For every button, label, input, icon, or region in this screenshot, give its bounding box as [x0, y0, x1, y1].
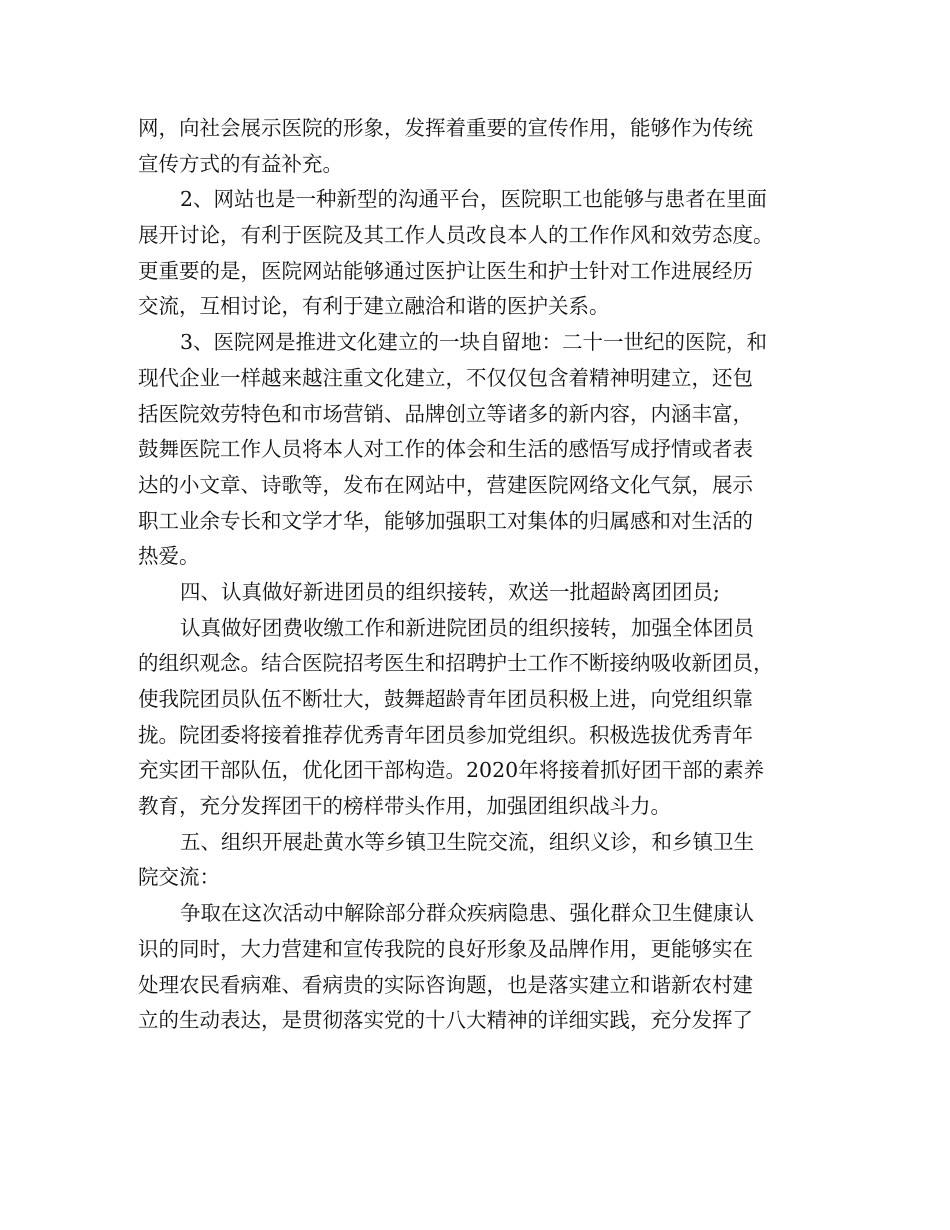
- text-line: 展开讨论，有利于医院及其工作人员改良本人的工作作风和效劳态度。: [138, 223, 774, 248]
- text-line: 达的小文章、诗歌等，发布在网站中，营建医院网络文化气氛，展示: [138, 472, 753, 497]
- text-line: 争取在这次活动中解除部分群众疾病隐患、强化群众卫生健康认: [180, 901, 754, 926]
- text-line: 网，向社会展示医院的形象，发挥着重要的宣传作用，能够作为传统: [138, 116, 753, 140]
- text-line: 认真做好团费收缴工作和新进院团员的组织接转，加强全体团员: [180, 615, 754, 640]
- text-line: 识的同时，大力营建和宣传我院的良好形象及品牌作用，更能够实在: [138, 936, 753, 961]
- text-line: 2、网站也是一种新型的沟通平台，医院职工也能够与患者在里面: [180, 187, 768, 212]
- text-line: 热爱。: [138, 544, 200, 569]
- text-line: 括医院效劳特色和市场营销、品牌创立等诸多的新内容，内涵丰富，: [138, 401, 753, 426]
- text-line: 宣传方式的有益补充。: [138, 151, 343, 176]
- text-line: 四、认真做好新进团员的组织接转，欢送一批超龄离团团员;: [180, 579, 720, 604]
- text-line: 更重要的是，医院网站能够通过医护让医生和护士针对工作进展经历: [138, 258, 753, 283]
- text-line: 院交流：: [138, 865, 220, 890]
- text-line: 充实团干部队伍，优化团干部构造。2020年将接着抓好团干部的素养: [138, 758, 765, 783]
- text-line: 教育，充分发挥团干的榜样带头作用，加强团组织战斗力。: [138, 794, 671, 819]
- text-line: 3、医院网是推进文化建立的一块自留地：二十一世纪的医院，和: [180, 330, 768, 355]
- text-line: 处理农民看病难、看病贵的实际咨询题，也是落实建立和谐新农村建: [138, 972, 753, 997]
- text-line: 使我院团员队伍不断壮大，鼓舞超龄青年团员积极上进，向党组织靠: [138, 687, 753, 711]
- text-line: 立的生动表达，是贯彻落实党的十八大精神的详细实践，充分发挥了: [138, 1008, 753, 1033]
- text-line: 职工业余专长和文学才华，能够加强职工对集体的归属感和对生活的: [138, 508, 753, 533]
- text-line: 拢。院团委将接着推荐优秀青年团员参加党组织。积极选拔优秀青年: [138, 722, 753, 747]
- text-line: 现代企业一样越来越注重文化建立，不仅仅包含着精神明建立，还包: [138, 365, 753, 390]
- document-body: [138, 111, 818, 1039]
- text-line: 的组织观念。结合医院招考医生和招聘护士工作不断接纳吸收新团员，: [138, 651, 774, 676]
- text-line: 鼓舞医院工作人员将本人对工作的体会和生活的感悟写成抒情或者表: [138, 437, 753, 462]
- text-line: 交流，互相讨论，有利于建立融洽和谐的医护关系。: [138, 294, 610, 319]
- text-line: 五、组织开展赴黄水等乡镇卫生院交流，组织义诊，和乡镇卫生: [180, 829, 754, 854]
